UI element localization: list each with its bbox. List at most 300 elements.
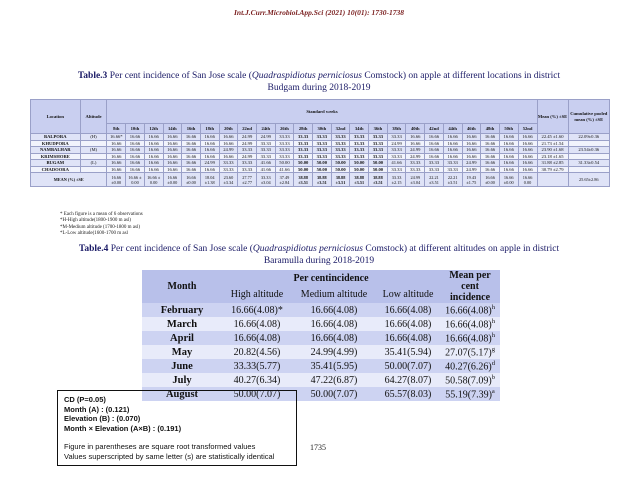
table3-value: 16.66 (481, 153, 500, 160)
table3-week-header: 24th (256, 124, 275, 134)
table3-mean-value: 18.04 ±1.38 (200, 173, 219, 187)
table3-week-header: 40th (406, 124, 425, 134)
table3-col-weeks: Standard weeks (107, 100, 537, 124)
table4-mean (440, 345, 500, 359)
table3-value: 16.66 (481, 160, 500, 167)
table3-value: 16.66 (443, 147, 462, 154)
table3-value: 16.66 (406, 134, 425, 141)
table4-mean-sup: b (491, 373, 495, 381)
table4-month: February (142, 303, 222, 317)
table4-mean-sup: g (491, 345, 495, 353)
table3-value: 16.66 (200, 134, 219, 141)
table3-value: 33.33 (369, 153, 388, 160)
table3-value: 16.66 (163, 140, 182, 147)
table3-value: 33.33 (387, 153, 406, 160)
table3-location: BALPORA (31, 134, 81, 141)
table3-mean-value: 23.60 ±3.34 (219, 173, 238, 187)
table4-caption (0, 243, 638, 267)
table3-value: 16.66 (144, 160, 163, 167)
table3-value: 33.33 (313, 134, 332, 141)
table4-mean-value: 27.07(5.17) (445, 347, 492, 359)
table3-value: 16.66 (163, 166, 182, 173)
table3-value: 33.33 (350, 134, 369, 141)
table4-col-low: Low altitude (376, 287, 440, 304)
table3-mean-value: 16.66 ±0.00 (163, 173, 182, 187)
table3-location: KHUDPORA (31, 140, 81, 147)
table4-low: 50.00(7.07) (376, 359, 440, 373)
table3-value: 24.99 (256, 134, 275, 141)
table3-weeks-row (31, 124, 610, 134)
table4-mean-value: 16.66(4.08) (445, 319, 492, 331)
table3-value: 41.66 (387, 160, 406, 167)
table-row (142, 303, 500, 317)
table4-low: 16.66(4.08) (376, 303, 440, 317)
table3-week-header: 34th (350, 124, 369, 134)
table3-value: 33.33 (406, 166, 425, 173)
table4-medium: 47.22(6.87) (292, 373, 376, 387)
table3-caption-pre: Per cent incidence of San Jose scale ( (107, 71, 252, 81)
table3-value: 50.00 (313, 160, 332, 167)
table3-value: 33.33 (350, 147, 369, 154)
table3-mean-value: 38.88 ±3.51 (350, 173, 369, 187)
table3-mean-value: 38.88 ±3.51 (313, 173, 332, 187)
table3-value: 33.33 (350, 140, 369, 147)
table3-altitude: (H) (80, 134, 107, 141)
table4-col-group: Per centincidence (222, 270, 440, 287)
table3-value: 33.33 (443, 160, 462, 167)
table3-col-pooled: Cumulative pooled mean (%) ±SE (568, 100, 609, 134)
table3-value: 41.66 (275, 166, 294, 173)
table3-value: 16.66 (126, 153, 145, 160)
table3-value: 16.66 (182, 147, 201, 154)
table4-mean-sup: d (491, 359, 495, 367)
table3-col-mean: Mean (%) ±SE (537, 100, 568, 134)
table4-mean (440, 331, 500, 345)
table3-value: 33.33 (313, 147, 332, 154)
table4-mean-sup: a (491, 387, 495, 395)
table4-mean-sup: h (491, 331, 495, 339)
table4-month: July (142, 373, 222, 387)
table3-value: 16.66 (107, 147, 126, 154)
table3-value: 16.66 (443, 153, 462, 160)
table3-value: 33.33 (331, 147, 350, 154)
table4-month: August (142, 387, 222, 401)
table3-value: 16.66 (518, 166, 537, 173)
table4-month: June (142, 359, 222, 373)
table3-mean-pooled: 25.65±2.86 (568, 173, 609, 187)
table3-week-header: 22nd (238, 124, 257, 134)
table4-mean-value: 16.66(4.08) (445, 305, 492, 317)
table4-header-row (142, 270, 500, 287)
table4-month: April (142, 331, 222, 345)
table3-week-header: 52nd (518, 124, 537, 134)
table3-week-header: 28th (294, 124, 313, 134)
table4-medium: 24.99(4.99) (292, 345, 376, 359)
table3-value: 16.66 (163, 153, 182, 160)
table4-high: 33.33(5.77) (222, 359, 292, 373)
page-number: 1735 (310, 443, 326, 452)
table3-value: 16.66 (107, 160, 126, 167)
table3-mean-value: 22.21 ±3.51 (425, 173, 444, 187)
table3-caption-species: Quadraspidiotus perniciosus (251, 71, 362, 81)
table4-mean-sup: h (491, 303, 495, 311)
table4-high: 50.00(7.07) (222, 387, 292, 401)
table4-mean-value: 50.58(7.09) (445, 375, 492, 387)
table3-value: 50.00 (294, 160, 313, 167)
table3-value: 16.66 (518, 140, 537, 147)
table3-value: 33.33 (275, 147, 294, 154)
table4-medium: 35.41(5.95) (292, 359, 376, 373)
table3-value: 16.66 (163, 160, 182, 167)
table3-value: 16.66 (499, 140, 518, 147)
table3-value: 33.33 (387, 147, 406, 154)
table3-value: 16.66 (443, 140, 462, 147)
table3-note: * Each figure is a mean of 6 observations (60, 212, 143, 217)
table3-week-header: 44th (443, 124, 462, 134)
table3-value: 16.66 (518, 147, 537, 154)
table3-value: 16.66 (462, 140, 481, 147)
cd-title: CD (P=0.05) (64, 395, 106, 404)
table3-value: 16.66 (518, 160, 537, 167)
table3-value: 50.00 (369, 166, 388, 173)
cd-note-1: Figure in parentheses are square root transformed values (64, 442, 256, 451)
table3-caption-post: Comstock) on apple at different locations in district (361, 71, 561, 81)
table4-col-mean-line2: incidence (450, 292, 491, 303)
table3-mean: 22.45 ±1.60 (537, 134, 568, 141)
table3-value: 33.33 (331, 153, 350, 160)
table3-mean: 21.73 ±1.54 (537, 140, 568, 147)
table4-mean-value: 55.19(7.39) (445, 389, 492, 401)
table-row (31, 153, 610, 160)
table3-value: 50.00 (275, 160, 294, 167)
table3-value: 16.66 (126, 160, 145, 167)
table3-value: 50.00 (369, 160, 388, 167)
table3-value: 24.99 (387, 140, 406, 147)
table-row (31, 140, 610, 147)
table3-mean-value: 16.66 ± 0.00 (126, 173, 145, 187)
table3-value: 16.66 (425, 153, 444, 160)
table3-mean-value: 19.43 ±1.75 (462, 173, 481, 187)
table3-value: 16.66 (107, 166, 126, 173)
table3-mean-value: 38.88 ±3.51 (294, 173, 313, 187)
table3-value: 16.66 (499, 160, 518, 167)
table3-value: 16.66 (144, 147, 163, 154)
table3-value: 16.66 (499, 134, 518, 141)
table4-mean (440, 359, 500, 373)
table3-mean-value: 24.99 ±3.04 (406, 173, 425, 187)
table3-value: 33.33 (350, 153, 369, 160)
table3-pooled: 22.09±0.36 (568, 134, 609, 141)
table3-value: 16.66 (462, 153, 481, 160)
table4-high: 16.66(4.08) (222, 317, 292, 331)
table3-value: 16.66 (200, 147, 219, 154)
table3-value: 16.66 (425, 147, 444, 154)
table-row (142, 373, 500, 387)
table4-low: 35.41(5.94) (376, 345, 440, 359)
table3-altitude: (L) (80, 160, 107, 167)
table3-value: 16.66 (200, 140, 219, 147)
table3-pooled: 31.33±0.54 (568, 160, 609, 167)
table4-caption-species: Quadraspidiotus perniciosus (252, 244, 363, 254)
table3-week-header: 36th (369, 124, 388, 134)
table4-mean (440, 387, 500, 401)
table3-value: 16.66 (163, 147, 182, 154)
table3-value: 33.33 (387, 166, 406, 173)
table3-location: BUGAM (31, 160, 81, 167)
table3-week-header: 32nd (331, 124, 350, 134)
table3-value: 24.99 (406, 153, 425, 160)
cd-note-2: Values superscripted by same letter (s) are statistically identical (64, 451, 275, 461)
table3-value: 41.66 (256, 166, 275, 173)
table3-value: 16.66 (126, 140, 145, 147)
table3-value: 16.66 (107, 140, 126, 147)
table3-value: 16.66 (126, 147, 145, 154)
table3-caption (0, 70, 638, 94)
table4-month: May (142, 345, 222, 359)
table3-value: 16.66 (425, 140, 444, 147)
table3-altitude: (M) (80, 147, 107, 154)
table3-col-location: Location (31, 100, 81, 134)
cd-interaction: Month × Elevation (A×B) : (0.191) (64, 423, 182, 433)
table3-value: 16.66 (144, 134, 163, 141)
table3-week-header: 42nd (425, 124, 444, 134)
table3-mean-value: 33.33 ±3.04 (256, 173, 275, 187)
table3-value: 24.99 (406, 147, 425, 154)
table3-mean: 31.88 ±2.85 (537, 160, 568, 167)
table4-col-high: High altitude (222, 287, 292, 304)
table3-value: 33.33 (294, 134, 313, 141)
table3-week-header: 46th (462, 124, 481, 134)
table3-value: 33.33 (238, 166, 257, 173)
table4-caption-post: Comstock) at different altitudes on apple in district (362, 244, 560, 254)
table-row (142, 345, 500, 359)
table3-value: 33.33 (369, 147, 388, 154)
table3-value: 33.33 (294, 153, 313, 160)
table3-value: 16.66 (144, 140, 163, 147)
running-head: Int.J.Curr.Microbiol.App.Sci (2021) 10(01): 1730-1738 (233, 8, 404, 17)
table4-medium: 16.66(4.08) (292, 331, 376, 345)
table3-mean-value: 16.66 ±0.00 (499, 173, 518, 187)
table3-value: 16.66 (462, 134, 481, 141)
table4-mean-value: 16.66(4.08) (445, 333, 492, 345)
table3-value: 16.66 (219, 140, 238, 147)
table-row (142, 359, 500, 373)
table3-value: 16.66 (425, 134, 444, 141)
table3-value: 24.99 (462, 166, 481, 173)
table3-value: 16.66 (126, 166, 145, 173)
table3-value: 16.66 (518, 153, 537, 160)
table3-value: 50.00 (331, 166, 350, 173)
table3 (30, 99, 610, 187)
table3-value: 16.66 (481, 140, 500, 147)
table4-mean-value: 40.27(6.26) (445, 361, 492, 373)
table3-mean-value: 33.33 ±2.15 (387, 173, 406, 187)
table3-value: 16.66 (182, 134, 201, 141)
table3-value: 33.33 (294, 147, 313, 154)
table3-header-row (31, 100, 610, 124)
table4-high: 40.27(6.34) (222, 373, 292, 387)
table3-value: 16.66 (406, 140, 425, 147)
table3-value: 33.33 (238, 147, 257, 154)
table3-location: KRIMSHORE (31, 153, 81, 160)
table3-value: 33.33 (369, 134, 388, 141)
table3-value: 33.33 (387, 134, 406, 141)
table4-low: 64.27(8.07) (376, 373, 440, 387)
table3-value: 33.33 (313, 140, 332, 147)
table4-medium: 16.66(4.08) (292, 317, 376, 331)
table3-value: 33.33 (238, 160, 257, 167)
table-row (31, 160, 610, 167)
table4-medium: 50.00(7.07) (292, 387, 376, 401)
table3-value: 24.99 (238, 153, 257, 160)
table3-mean: 23.90 ±1.68 (537, 147, 568, 154)
table3-mean-value: 16.66 0.00 (518, 173, 537, 187)
table3-week-header: 8th (107, 124, 126, 134)
table3-mean-value: 16.66 ±0.00 (481, 173, 500, 187)
table3-value: 33.33 (443, 166, 462, 173)
table3-week-header: 18th (200, 124, 219, 134)
table4-caption-pre: Per cent incidence of San Jose scale ( (108, 244, 253, 254)
table3-value: 50.00 (350, 166, 369, 173)
table3-value: 24.99 (219, 147, 238, 154)
table4-high: 16.66(4.08)* (222, 303, 292, 317)
table3-caption-label: Table.3 (77, 71, 108, 81)
table3-week-header: 50th (499, 124, 518, 134)
table4-mean-sup: h (491, 317, 495, 325)
table4-col-month: Month (142, 270, 222, 303)
table3-mean-value: 16.66 ±0.00 (182, 173, 201, 187)
table3-week-header: 38th (387, 124, 406, 134)
table3-mean-mean (537, 173, 568, 187)
table3-value: 16.66 (107, 153, 126, 160)
table4-caption-line2: Baramulla during 2018-2019 (263, 256, 375, 266)
cd-month: Month (A) : (0.121) (64, 404, 130, 414)
table3-week-header: 10th (126, 124, 145, 134)
table3-value: 16.66 (219, 134, 238, 141)
table3-value: 16.66 (518, 134, 537, 141)
table3-week-header: 14th (163, 124, 182, 134)
table3-week-header: 48th (481, 124, 500, 134)
table3-note: *M-Medium altitude (1700-1800 m asl) (60, 224, 140, 230)
table4-col-mean (440, 270, 500, 303)
table3-mean-value: 38.88 ±3.51 (369, 173, 388, 187)
table4-low: 16.66(4.08) (376, 331, 440, 345)
table3-value: 16.66 (481, 134, 500, 141)
table4 (142, 270, 500, 401)
table3-pooled: 23.54±0.36 (568, 147, 609, 154)
table3-mean-value: 16.66 ± 0.00 (144, 173, 163, 187)
table3-week-header: 16th (182, 124, 201, 134)
table3-value: 33.33 (275, 134, 294, 141)
table3-notes (60, 212, 143, 238)
table3-value: 16.66 (126, 134, 145, 141)
table4-low: 65.57(8.03) (376, 387, 440, 401)
table4-mean (440, 317, 500, 331)
table3-location: NAMBALHAR (31, 147, 81, 154)
cd-elevation: Elevation (B) : (0.070) (64, 414, 141, 423)
table3-mean-value: 37.49 ±2.84 (275, 173, 294, 187)
table3-mean-label: MEAN (%) ±SE (31, 173, 107, 187)
table3-location: CHADOORA (31, 166, 81, 173)
table3-value: 16.66 (219, 153, 238, 160)
table3-value: 16.66 (499, 153, 518, 160)
table3-value: 16.66 (182, 153, 201, 160)
table4-month: March (142, 317, 222, 331)
table3-value: 16.66 (144, 153, 163, 160)
table4-medium: 16.66(4.08) (292, 303, 376, 317)
table3-value: 33.33 (369, 140, 388, 147)
table3-week-header: 26th (275, 124, 294, 134)
table3-value: 16.66 (182, 160, 201, 167)
table3-mean-value: 38.88 ±3.51 (331, 173, 350, 187)
table3-value: 50.00 (313, 166, 332, 173)
cd-box (57, 390, 297, 466)
table3-value: 16.66 (499, 166, 518, 173)
table3-value: 33.33 (256, 153, 275, 160)
table4-col-medium: Medium altitude (292, 287, 376, 304)
table3-mean-value: 22.21 ±3.51 (443, 173, 462, 187)
table3-value: 24.99 (238, 140, 257, 147)
table3-caption-line2: Budgam during 2018-2019 (267, 83, 371, 93)
table4-low: 16.66(4.08) (376, 317, 440, 331)
table-row (31, 147, 610, 154)
table3-value: 33.33 (219, 166, 238, 173)
table3-value: 16.66* (107, 134, 126, 141)
table3-week-header: 12th (144, 124, 163, 134)
table4-col-mean-line1: Mean per cent (449, 270, 491, 292)
table3-value: 50.00 (350, 160, 369, 167)
table3-value: 16.66 (182, 140, 201, 147)
table3-value: 33.33 (275, 153, 294, 160)
table4-mean (440, 303, 500, 317)
table3-value: 33.33 (425, 166, 444, 173)
table3-value: 24.99 (200, 160, 219, 167)
table3-mean-row (31, 173, 610, 187)
table3-note: *L-Low altitude(1600-1700 m asl (60, 231, 128, 237)
table3-value: 50.00 (331, 160, 350, 167)
table4-high: 16.66(4.08) (222, 331, 292, 345)
table3-value: 16.66 (163, 134, 182, 141)
table3-week-header: 20th (219, 124, 238, 134)
table3-value: 33.33 (275, 140, 294, 147)
table3-value: 16.66 (182, 166, 201, 173)
table3-value: 16.66 (499, 147, 518, 154)
table4-mean (440, 373, 500, 387)
table3-mean: 23.18 ±1.65 (537, 153, 568, 160)
table3-value: 33.33 (256, 147, 275, 154)
table3-value: 24.99 (238, 134, 257, 141)
table-row (31, 166, 610, 173)
table3-mean-value: 16.66 ±0.00 (107, 173, 126, 187)
table3-value: 16.66 (481, 166, 500, 173)
table-row (142, 331, 500, 345)
table3-col-altitude: Altitude (80, 100, 107, 134)
table3-note: *H-High altitude(1800-1900 m asl) (60, 218, 131, 224)
table3-week-header: 30th (313, 124, 332, 134)
table3-value: 33.33 (406, 160, 425, 167)
table3-value: 16.66 (481, 147, 500, 154)
table3-value: 41.66 (256, 160, 275, 167)
table3-value: 16.66 (443, 134, 462, 141)
table3-value: 33.33 (313, 153, 332, 160)
table3-value: 16.66 (462, 147, 481, 154)
table3-value: 33.33 (256, 140, 275, 147)
table3-value: 24.99 (462, 160, 481, 167)
table3-mean-value: 27.77 ±2.77 (238, 173, 257, 187)
table4-high: 20.82(4.56) (222, 345, 292, 359)
table-row (142, 317, 500, 331)
table3-value: 33.33 (425, 160, 444, 167)
